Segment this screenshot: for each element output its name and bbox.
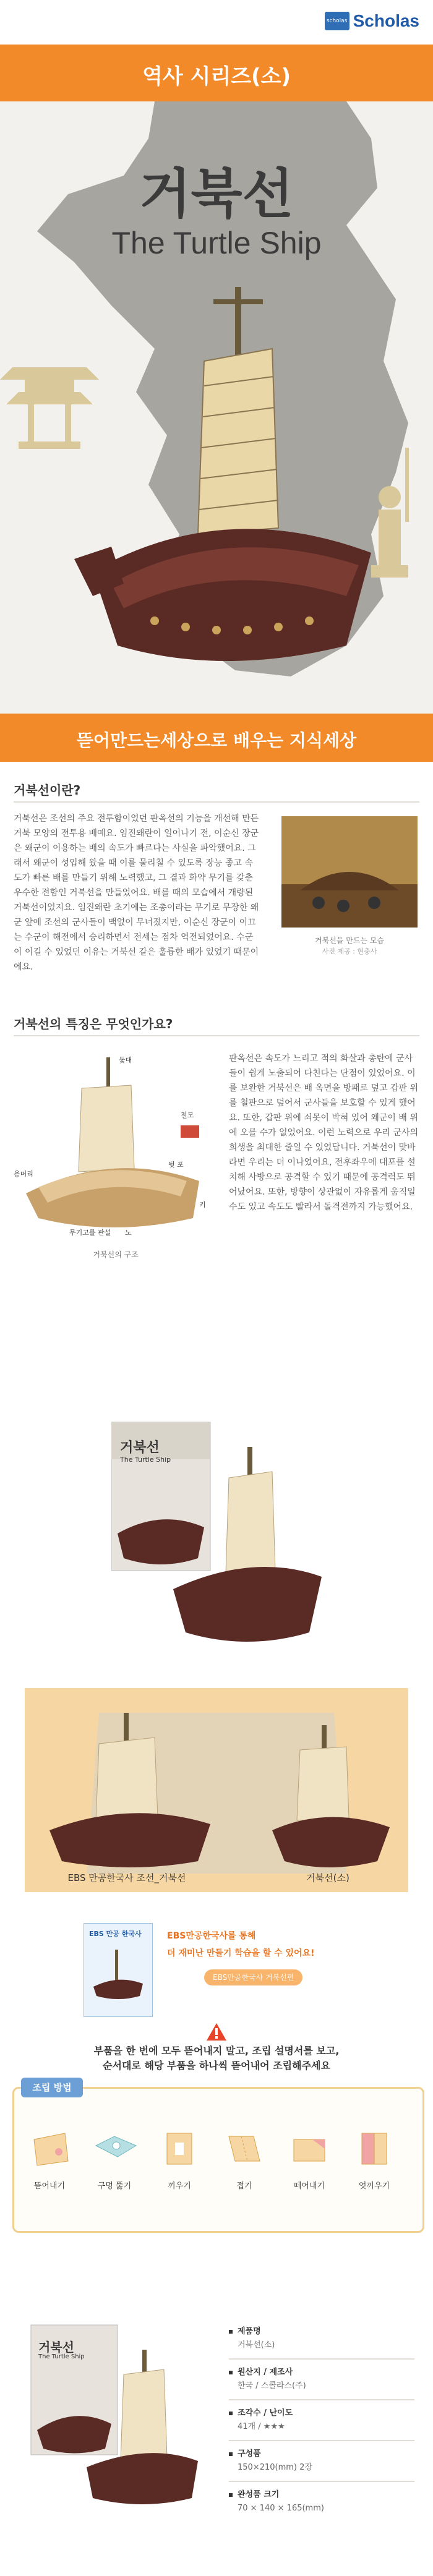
section1-source: 사진 제공 : 현충사 xyxy=(322,947,377,955)
spec-key: 완성품 크기 xyxy=(238,2490,280,2499)
promo-book xyxy=(84,1923,153,2017)
spec-key: 조각수 / 난이도 xyxy=(238,2408,293,2418)
peel-icon xyxy=(281,2127,337,2170)
section1-photo xyxy=(281,816,418,928)
slogan-text: 뜯어만드는세상으로 배우는 지식세상 xyxy=(76,730,357,751)
step-cross-insert xyxy=(346,2127,402,2191)
series-title: 역사 시리즈(소) xyxy=(142,64,291,89)
spec-item xyxy=(229,2447,414,2475)
spec-item xyxy=(229,2325,414,2352)
spec-value: 70 × 140 × 165(mm) xyxy=(238,2504,324,2513)
compare-left-label: EBS 만공한국사 조선_거북선 xyxy=(67,1872,186,1883)
label-deck: 노 xyxy=(125,1229,132,1237)
section2-title: 거북선의 특징은 무엇인가요? xyxy=(14,1017,173,1031)
hero-section xyxy=(0,101,433,714)
spec-value: 한국 / 스콜라스(주) xyxy=(238,2381,306,2390)
step-peel xyxy=(281,2127,337,2191)
spec-list xyxy=(229,2325,414,2515)
spec-key: 제품명 xyxy=(238,2327,261,2336)
cross-insert-icon xyxy=(346,2127,402,2170)
structure-diagram-svg xyxy=(14,1051,218,1243)
punch-icon xyxy=(87,2127,142,2170)
insert-icon xyxy=(152,2127,207,2170)
tear-icon xyxy=(22,2127,77,2170)
spec-item xyxy=(229,2407,414,2434)
spec-key: 구성품 xyxy=(238,2449,261,2459)
compare-right-label: 거북선(소) xyxy=(306,1872,349,1883)
warning-line1: 부품을 한 번에 모두 뜯어내지 말고, 조립 설명서를 보고, xyxy=(93,2045,340,2057)
hero-title-en: The Turtle Ship xyxy=(111,226,322,260)
section1-title: 거북선이란? xyxy=(14,783,81,798)
section1-caption: 거북선을 만드는 모습 xyxy=(315,936,384,945)
step-fold xyxy=(216,2127,272,2191)
step-label: 접기 xyxy=(236,2181,252,2191)
promo-badge[interactable]: EBS만공한국사 거북선편 xyxy=(204,1969,302,1985)
promo-book-title: EBS 만공 한국사 xyxy=(89,1930,142,1938)
section2-divider xyxy=(14,1035,419,1036)
step-label: 구멍 뚫기 xyxy=(97,2181,132,2191)
spec-key: 원산지 / 제조사 xyxy=(238,2368,293,2377)
spec-item xyxy=(229,2366,414,2393)
step-label: 엇끼우기 xyxy=(358,2181,390,2191)
ship-building-photo xyxy=(281,816,418,928)
step-label: 떼어내기 xyxy=(293,2181,325,2191)
label-mast: 돛대 xyxy=(119,1056,132,1064)
label-dragon: 용머리 xyxy=(14,1170,33,1178)
hero-title-ko: 거북선 xyxy=(139,163,294,225)
fold-icon xyxy=(216,2127,272,2170)
step-insert xyxy=(152,2127,207,2191)
box-title-en: The Turtle Ship xyxy=(120,1456,171,1464)
promo-book-cover xyxy=(84,1943,152,2005)
label-cannon: 뒷 포 xyxy=(168,1161,184,1169)
step-label: 뜯어내기 xyxy=(33,2181,66,2191)
section1-body: 거북선은 조선의 주요 전투함이었던 판옥선의 기능을 개선해 만든 거북 모양의 전투용 배예요. 임진왜란이 일어나기 전, 이순신 장군은 왜군이 이용하는 배의 속도가 빠르다는 사실을 파악했어요. 그래서 왜군이 성입해 왔을 때 이를 물리칠 수 있도록 장능 좋고 속도가 빠른 배를 만들기 위해 노력했고, 그 결과 화약 무기를 갖춘 우수한 전함인 거북선을 만들었어요. 배를 때의 모습에서 개량된 거북선이었지요. 임진왜란 초기에는 조총이라는 무기로 무장한 왜군 앞에 조선의 군사들이 맥없이 무너졌지만, 이순신 장군이 이끄는 수군이 해전에서 승리하면서 전세는 점차 역전되었어요. 수군이 이길 수 있었던 이유는 거북선 같은 훌륭한 배가 있었기 때문이에요. xyxy=(14,814,259,972)
compare-illustration xyxy=(25,1688,408,1892)
label-rudder: 키 xyxy=(199,1201,206,1209)
spec-box-title-ko: 거북선 xyxy=(38,2340,74,2355)
spec-item xyxy=(229,2488,414,2515)
label-body: 무기고를 판설 xyxy=(69,1229,111,1237)
warning-icon xyxy=(207,2023,226,2041)
label-chimney: 철모 xyxy=(181,1111,194,1119)
warning-line2: 순서대로 해당 부품을 하나씩 뜯어내어 조립해주세요 xyxy=(103,2060,330,2071)
spec-value: 150×210(mm) 2장 xyxy=(238,2463,312,2472)
structure-diagram xyxy=(14,1051,218,1243)
step-tear xyxy=(22,2127,77,2191)
spec-value: 거북선(소) xyxy=(238,2340,275,2350)
pavilion-icon xyxy=(0,367,99,449)
structure-caption: 거북선의 구조 xyxy=(93,1250,139,1259)
section2-body: 판옥선은 속도가 느리고 적의 화살과 총탄에 군사들이 쉽게 노출되어 다친다는 단점이 있었어요. 이를 보완한 거북선은 배 옥면을 방패로 덮고 갑판 위를 철판으로 덮어서 군사들을 보호할 수 있게 했어요. 또한, 갑판 위에 쇠못이 박혀 있어 왜군이 배 위에 오를 수가 없었어요. 이런 노력으로 우리 군사의 희생을 최대한 줄일 수 있었답니다. 거북선이 맞바라면 우리는 더 이나었어요, 전후좌우에 대포를 설치해 사방으로 공격할 수 있기 때문에 공격력도 뛰어났어요. 또한, 방향이 상관없이 자유롭게 움직일 수도 있고 속도도 빨라서 돌격전까지 가능했어요. xyxy=(229,1054,419,1212)
brand-name: Scholas xyxy=(353,11,419,30)
compare-panel xyxy=(25,1688,408,1892)
box-title-ko: 거북선 xyxy=(120,1440,160,1456)
assembly-steps-tab: 조립 방법 xyxy=(21,2078,83,2097)
brand-logo[interactable] xyxy=(325,9,419,33)
promo-line2: 더 재미난 만들기 학습을 할 수 있어요! xyxy=(167,1948,315,1958)
promo-line1: EBS만공한국사를 통해 xyxy=(167,1931,256,1941)
product-image xyxy=(111,1410,322,1657)
section1-divider xyxy=(14,801,419,803)
step-punch xyxy=(87,2127,142,2191)
step-label: 끼우기 xyxy=(168,2181,191,2191)
spec-product-image xyxy=(25,2313,198,2504)
brand-badge: scholas xyxy=(325,12,349,30)
spec-value: 41개 / ★★★ xyxy=(238,2422,285,2431)
spec-box-title-en: The Turtle Ship xyxy=(38,2353,85,2360)
